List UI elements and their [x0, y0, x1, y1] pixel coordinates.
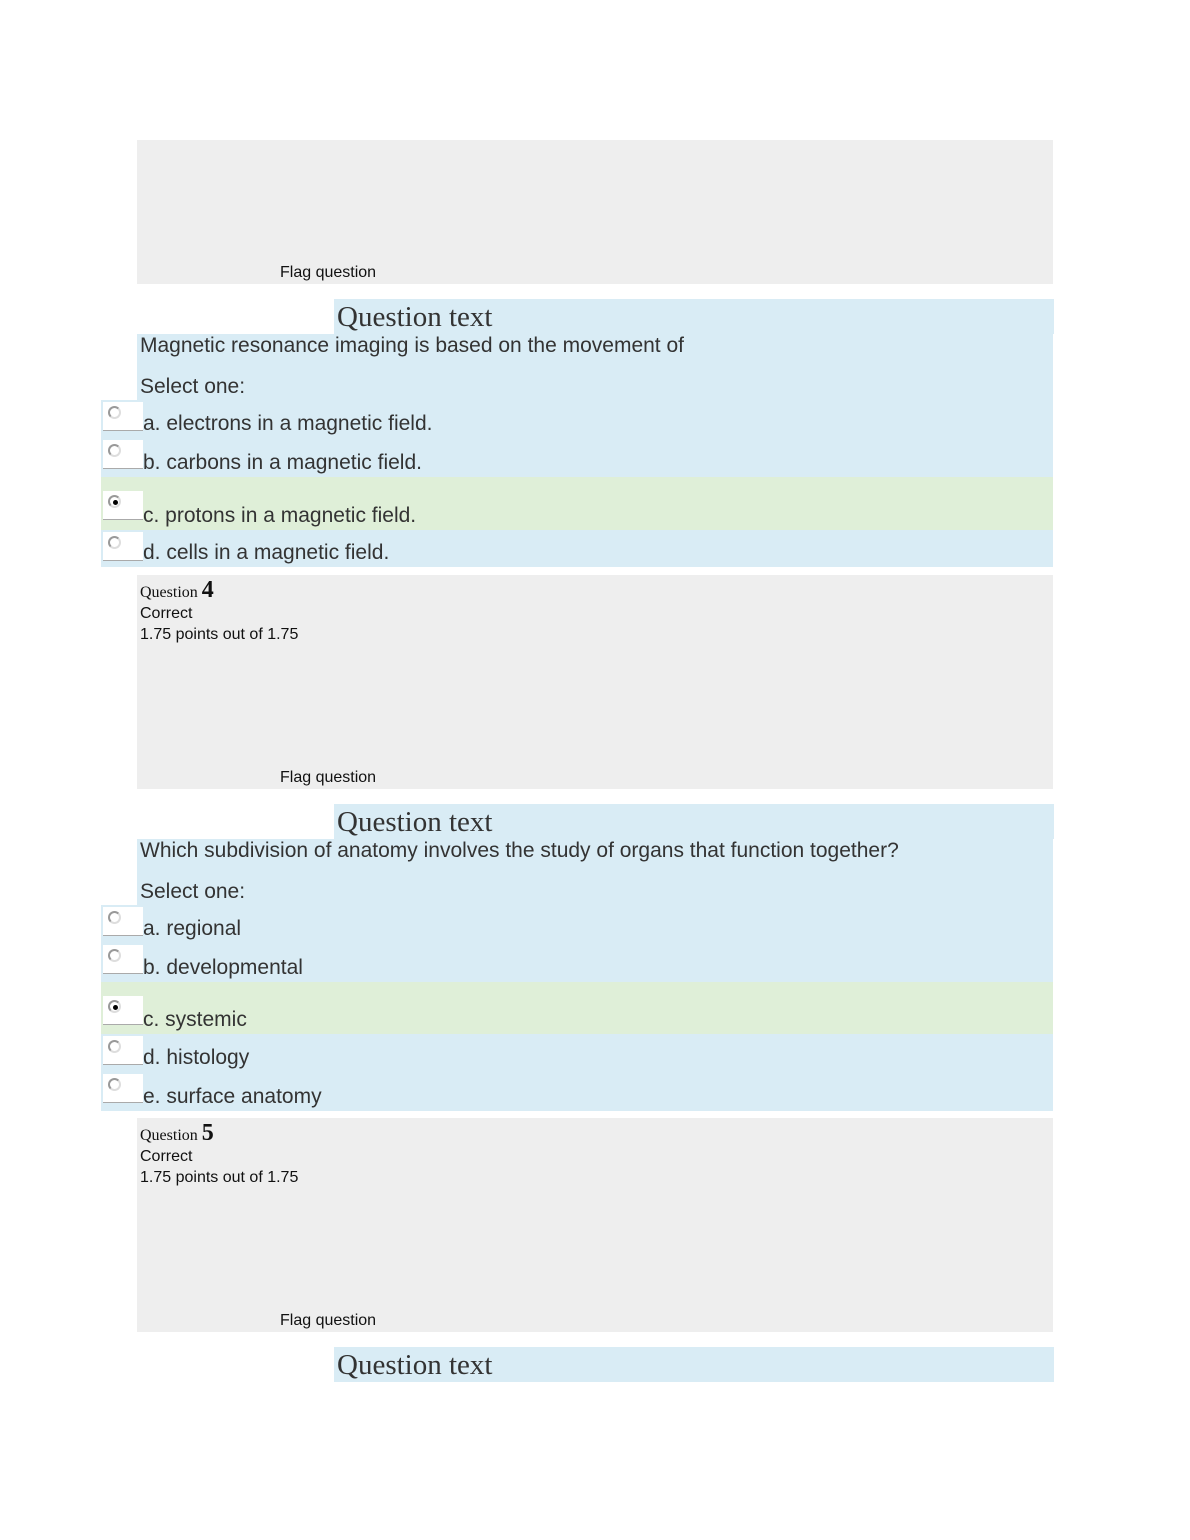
question-4-text: Which subdivision of anatomy involves the study of organs that function together? [140, 839, 899, 862]
answer-option[interactable] [101, 943, 1053, 982]
answer-option-label: c. protons in a magnetic field. [143, 504, 417, 527]
answer-option[interactable] [101, 1034, 1053, 1072]
question-grade: 1.75 points out of 1.75 [140, 626, 299, 643]
radio-box[interactable] [103, 440, 143, 469]
flag-question-link[interactable]: Flag question [280, 1312, 377, 1329]
answer-option[interactable] [101, 982, 1053, 1034]
radio-unchecked-icon[interactable] [108, 1040, 121, 1053]
answer-option[interactable] [101, 477, 1053, 530]
select-one-label: Select one: [140, 375, 246, 398]
question-number [140, 577, 214, 604]
question-3-text: Magnetic resonance imaging is based on the movement of [140, 334, 684, 357]
question-3-body [137, 334, 1053, 400]
radio-box[interactable] [103, 491, 143, 520]
question-4-info [137, 575, 1053, 789]
question-grade: 1.75 points out of 1.75 [140, 1169, 299, 1186]
radio-box[interactable] [103, 996, 143, 1025]
question-number-value: 4 [201, 577, 214, 603]
question-state: Correct [140, 1148, 193, 1165]
answer-option-label: b. carbons in a magnetic field. [143, 451, 422, 474]
question-text-heading: Question text [334, 804, 1054, 839]
answer-option[interactable] [101, 905, 1053, 943]
radio-box[interactable] [103, 945, 143, 974]
radio-checked-icon[interactable] [108, 1000, 121, 1013]
question-text-heading: Question text [334, 299, 1054, 334]
select-one-label: Select one: [140, 880, 246, 903]
question-5-info [137, 1118, 1053, 1332]
radio-box[interactable] [103, 532, 143, 561]
radio-box[interactable] [103, 1036, 143, 1065]
radio-unchecked-icon[interactable] [108, 911, 121, 924]
radio-unchecked-icon[interactable] [108, 406, 121, 419]
answer-option-label: d. cells in a magnetic field. [143, 541, 390, 564]
question-prefix: Question [140, 1127, 198, 1144]
question-state: Correct [140, 605, 193, 622]
question-3-info [137, 140, 1053, 284]
question-text-heading: Question text [334, 1347, 1054, 1382]
answer-option[interactable] [101, 1072, 1053, 1111]
answer-option-label: b. developmental [143, 956, 303, 979]
question-number [140, 1120, 214, 1147]
answer-option[interactable] [101, 400, 1053, 438]
radio-unchecked-icon[interactable] [108, 444, 121, 457]
question-prefix: Question [140, 584, 198, 601]
answer-option-label: e. surface anatomy [143, 1085, 322, 1108]
radio-unchecked-icon[interactable] [108, 536, 121, 549]
answer-option-label: a. regional [143, 917, 242, 940]
flag-question-link[interactable]: Flag question [280, 264, 377, 281]
answer-option-label: c. systemic [143, 1008, 247, 1031]
radio-unchecked-icon[interactable] [108, 949, 121, 962]
radio-box[interactable] [103, 402, 143, 431]
flag-question-link[interactable]: Flag question [280, 769, 377, 786]
radio-checked-icon[interactable] [108, 495, 121, 508]
radio-box[interactable] [103, 1074, 143, 1103]
answer-option-label: a. electrons in a magnetic field. [143, 412, 433, 435]
radio-unchecked-icon[interactable] [108, 1078, 121, 1091]
question-4-body [137, 839, 1053, 905]
question-number-value: 5 [201, 1120, 214, 1146]
answer-option[interactable] [101, 530, 1053, 567]
answer-option[interactable] [101, 438, 1053, 477]
radio-box[interactable] [103, 907, 143, 936]
answer-option-label: d. histology [143, 1046, 250, 1069]
